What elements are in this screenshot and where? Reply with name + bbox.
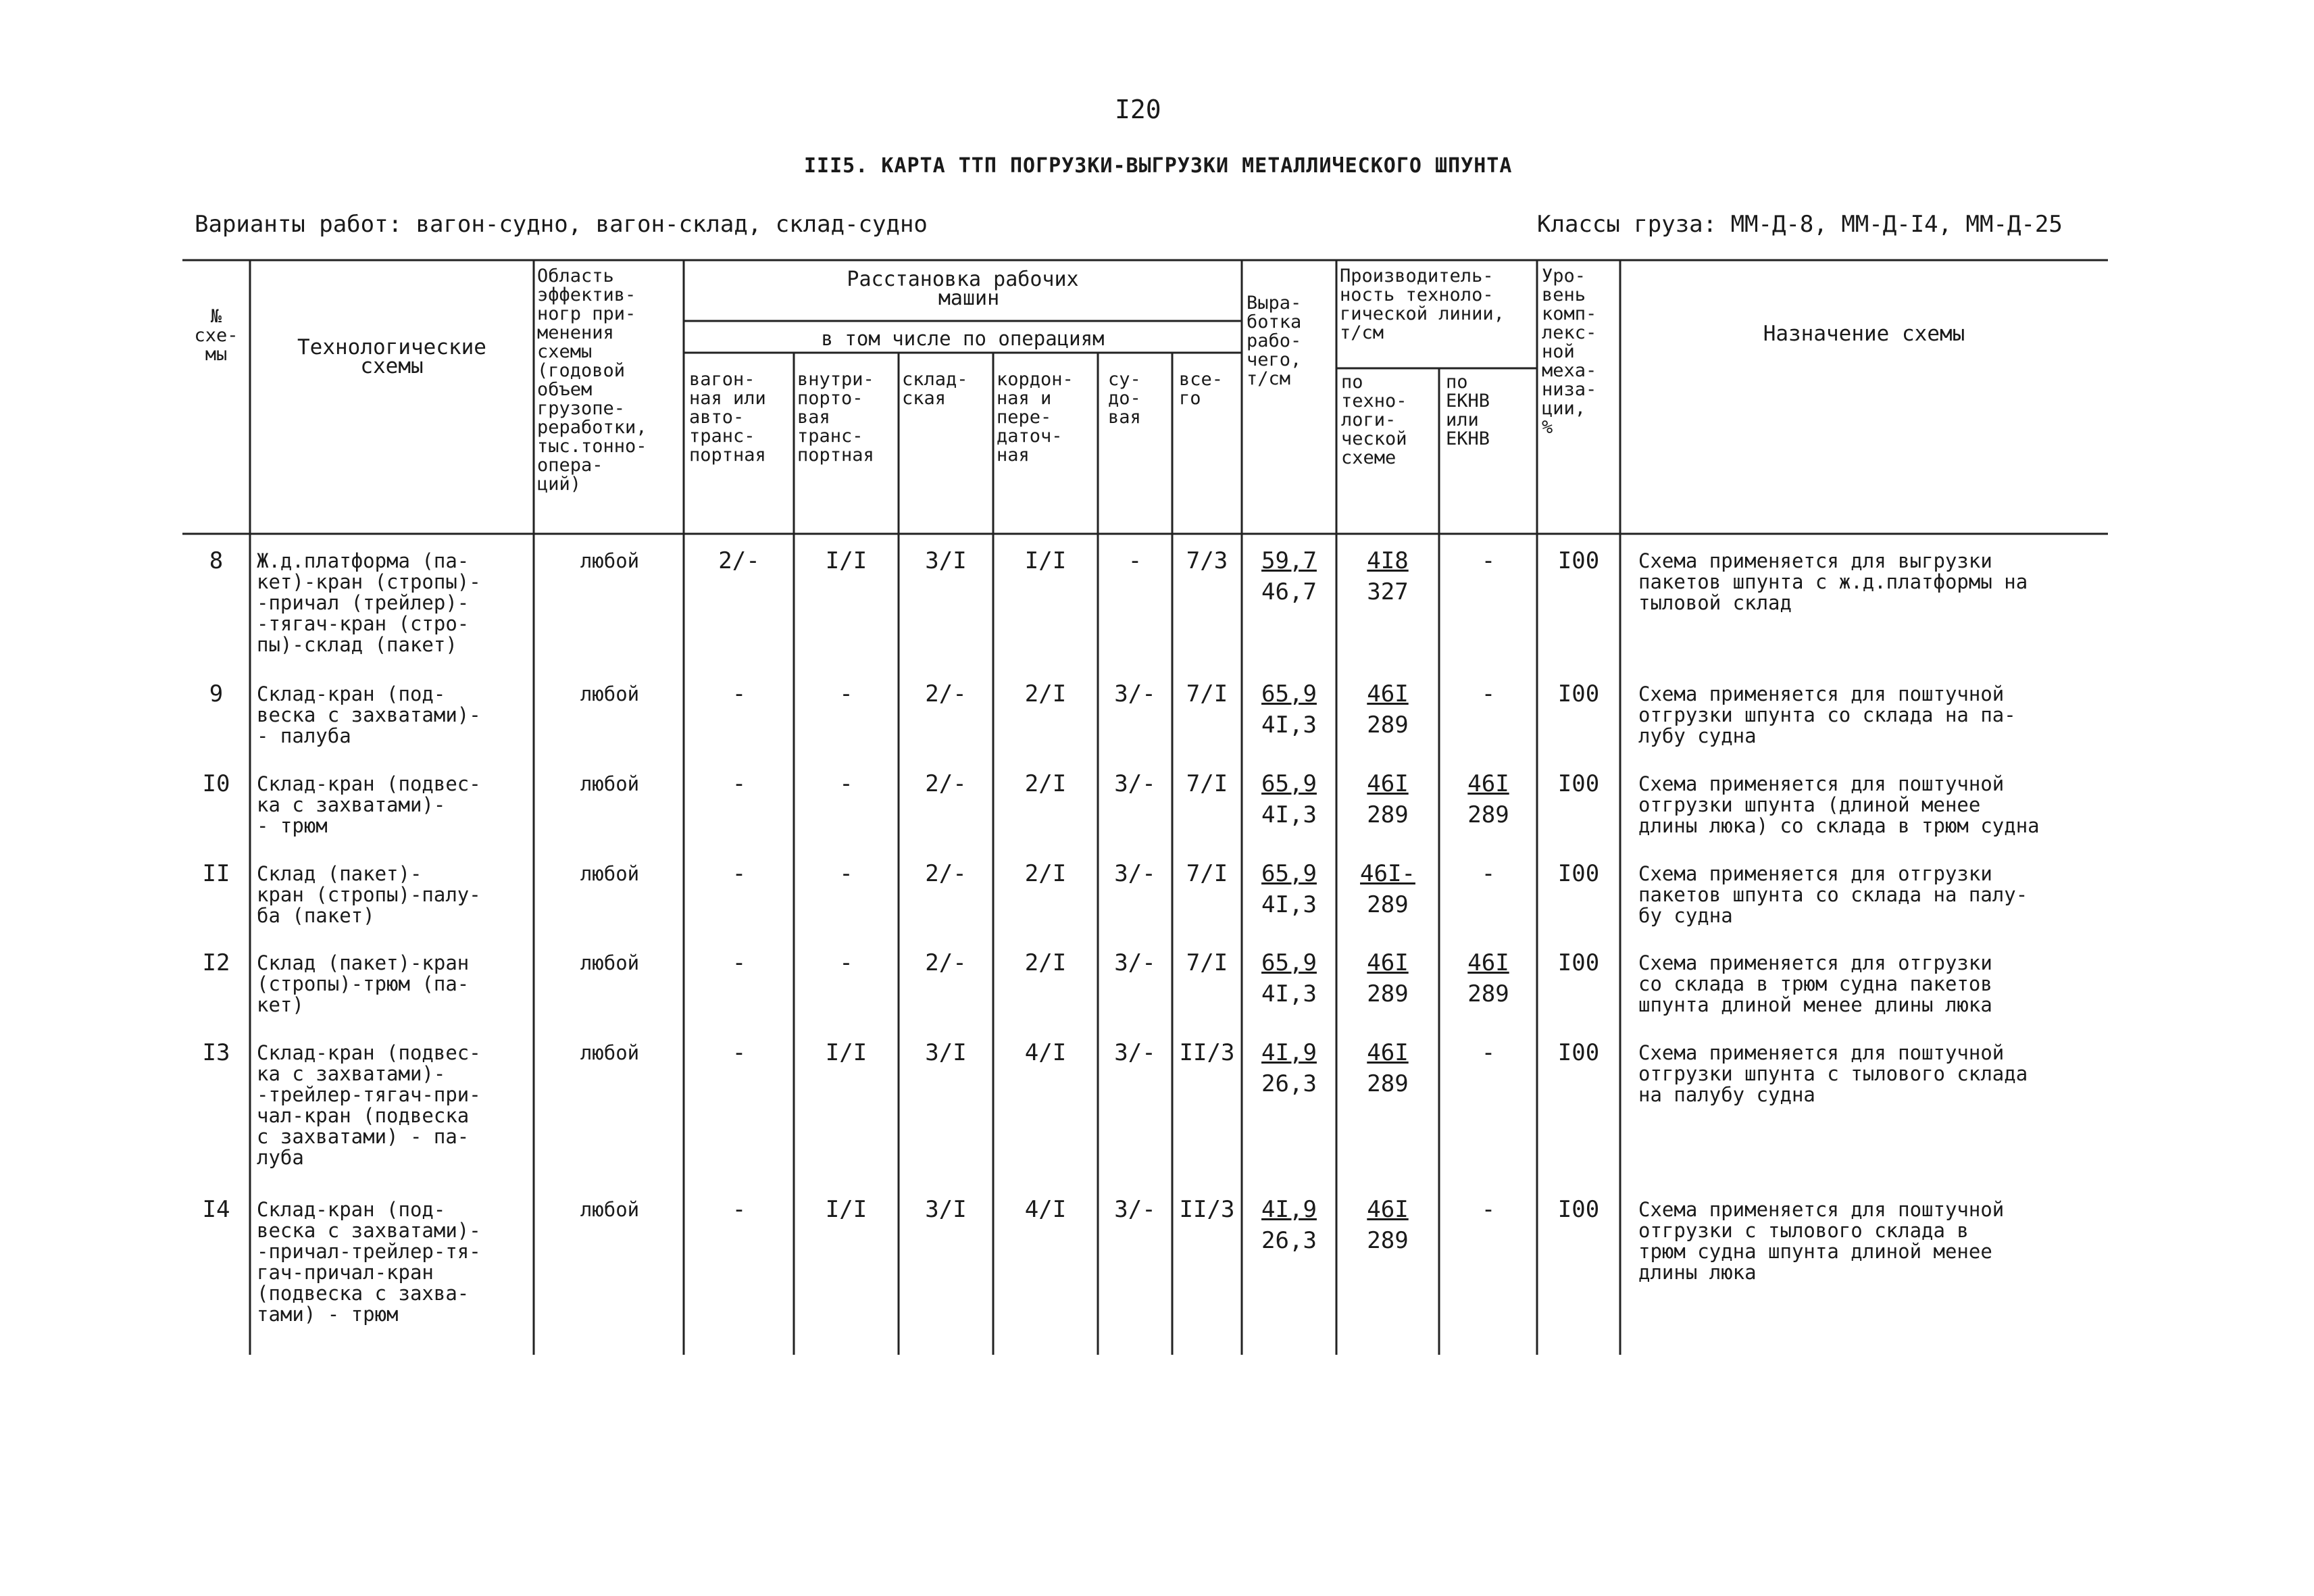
cell-output-bottom: 4I,3	[1261, 801, 1317, 828]
cell-kordon: 4/I	[1024, 1196, 1067, 1223]
header-prod-scheme: по техно- логи- ческой схеме	[1341, 372, 1407, 468]
cell-warehouse: 3/I	[925, 1196, 967, 1223]
page-number: I20	[1115, 95, 1161, 124]
cell-application-area: любой	[580, 1198, 640, 1221]
cell-prod-scheme-top: 46I	[1367, 680, 1409, 707]
cell-tech-scheme: Склад-кран (подвес- ка с захватами)- -трейлер-тягач-при- чал-кран (подвеска с захватами) - па- луба	[257, 1041, 481, 1169]
cell-mechanization: I00	[1557, 680, 1600, 707]
cell-output-bottom: 4I,3	[1261, 712, 1317, 739]
cell-output-bottom: 26,3	[1261, 1070, 1317, 1097]
cell-warehouse: 3/I	[925, 1039, 967, 1066]
header-productivity: Производитель- ность техноло- гической линии, т/см	[1340, 266, 1505, 343]
header-ship: су- до- вая	[1108, 369, 1141, 428]
header-output: Выра- ботка рабо- чего, т/см	[1247, 293, 1302, 389]
cell-total: 7/I	[1186, 949, 1228, 976]
header-intraport: внутри- порто- вая транс- портная	[797, 369, 874, 466]
cell-scheme-number: 8	[209, 547, 224, 574]
cell-purpose: Схема применяется для выгрузки пакетов шпунта с ж.д.платформы на тыловой склад	[1638, 549, 2028, 614]
cell-prod-scheme-top: 46I	[1367, 1039, 1409, 1066]
cell-prod-scheme-top: 46I	[1367, 949, 1409, 976]
header-purpose: Назначение схемы	[1763, 322, 1965, 346]
header-total: все- го	[1179, 369, 1224, 409]
cell-prod-eknv-top: -	[1481, 1039, 1496, 1066]
cell-purpose: Схема применяется для поштучной отгрузки с тылового склада в трюм судна шпунта длиной менее длины люка	[1638, 1198, 2005, 1284]
cell-prod-scheme-bottom: 289	[1367, 1070, 1409, 1097]
header-scheme-number: № схе- мы	[194, 306, 238, 365]
cell-output-top: 4I,9	[1261, 1196, 1317, 1223]
cell-intraport: -	[839, 860, 853, 887]
cell-wagon: -	[732, 1039, 747, 1066]
cell-tech-scheme: Склад-кран (под- веска с захватами)- -причал-трейлер-тя- гач-причал-кран (подвеска с захва- тами) - трюм	[257, 1198, 481, 1326]
cell-output-top: 59,7	[1261, 547, 1317, 574]
cell-wagon: -	[732, 860, 747, 887]
cell-warehouse: 2/-	[925, 680, 967, 707]
cell-output-top: 65,9	[1261, 860, 1317, 887]
cell-output-bottom: 46,7	[1261, 578, 1317, 605]
cell-application-area: любой	[580, 1041, 640, 1064]
cell-intraport: I/I	[825, 1039, 867, 1066]
cell-prod-eknv-top: -	[1481, 860, 1496, 887]
cell-prod-scheme-top: 46I-	[1360, 860, 1415, 887]
cell-kordon: 2/I	[1024, 680, 1067, 707]
cell-scheme-number: I0	[202, 770, 230, 797]
cell-ship: 3/-	[1114, 860, 1156, 887]
cell-prod-scheme-bottom: 327	[1367, 578, 1409, 605]
cell-purpose: Схема применяется для поштучной отгрузки шпунта (длиной менее длины люка) со склада в трюм судна	[1638, 772, 2040, 837]
cell-wagon: -	[732, 770, 747, 797]
cargo-classes: Классы груза: ММ-Д-8, ММ-Д-I4, ММ-Д-25	[1537, 211, 2063, 238]
cell-tech-scheme: Склад-кран (подвес- ка с захватами)- - трюм	[257, 772, 481, 837]
cell-prod-scheme-bottom: 289	[1367, 801, 1409, 828]
cell-scheme-number: I4	[202, 1196, 230, 1223]
header-warehouse: склад- ская	[902, 369, 968, 409]
cell-output-top: 65,9	[1261, 680, 1317, 707]
cell-ship: 3/-	[1114, 680, 1156, 707]
cell-total: 7/I	[1186, 770, 1228, 797]
cell-total: 7/I	[1186, 860, 1228, 887]
cell-prod-scheme-bottom: 289	[1367, 980, 1409, 1007]
cell-application-area: любой	[580, 682, 640, 705]
cell-intraport: -	[839, 770, 853, 797]
cell-ship: 3/-	[1114, 770, 1156, 797]
cell-ship: -	[1128, 547, 1142, 574]
cell-mechanization: I00	[1557, 1196, 1600, 1223]
cell-wagon: -	[732, 949, 747, 976]
cell-mechanization: I00	[1557, 860, 1600, 887]
cell-kordon: 4/I	[1024, 1039, 1067, 1066]
header-kordon: кордон- ная и пере- даточ- ная	[997, 369, 1074, 466]
cell-prod-eknv-top: -	[1481, 1196, 1496, 1223]
cell-wagon: -	[732, 1196, 747, 1223]
cell-kordon: 2/I	[1024, 770, 1067, 797]
cell-prod-eknv-top: 46I	[1467, 770, 1509, 797]
cell-intraport: I/I	[825, 1196, 867, 1223]
header-wagon: вагон- ная или авто- транс- портная	[689, 369, 766, 466]
cell-wagon: -	[732, 680, 747, 707]
cell-tech-scheme: Склад-кран (под- веска с захватами)- - палуба	[257, 682, 481, 747]
cell-scheme-number: I2	[202, 949, 230, 976]
cell-total: II/3	[1179, 1196, 1235, 1223]
header-mechanization: Уро- вень комп- лекс- ной меха- низа- ции, %	[1542, 266, 1597, 438]
cell-prod-eknv-top: 46I	[1467, 949, 1509, 976]
cell-purpose: Схема применяется для отгрузки пакетов шпунта со склада на палу- бу судна	[1638, 862, 2028, 927]
header-tech-schemes: Технологические схемы	[297, 335, 486, 378]
cell-prod-eknv-top: -	[1481, 547, 1496, 574]
cell-output-top: 65,9	[1261, 770, 1317, 797]
cell-total: 7/3	[1186, 547, 1228, 574]
cell-application-area: любой	[580, 951, 640, 974]
cell-mechanization: I00	[1557, 547, 1600, 574]
cell-warehouse: 3/I	[925, 547, 967, 574]
cell-output-bottom: 26,3	[1261, 1227, 1317, 1254]
cell-prod-eknv-top: -	[1481, 680, 1496, 707]
cell-prod-scheme-top: 4I8	[1367, 547, 1409, 574]
cell-total: 7/I	[1186, 680, 1228, 707]
cell-prod-eknv-bottom: 289	[1467, 980, 1509, 1007]
cell-prod-scheme-top: 46I	[1367, 1196, 1409, 1223]
cell-scheme-number: I3	[202, 1039, 230, 1066]
header-application-area: Область эффектив- ногр при- менения схемы (годовой объем грузопе- реработки, тыс.тонно- опера- ций)	[537, 266, 647, 495]
cell-tech-scheme: Склад (пакет)-кран (стропы)-трюм (па- кет)	[257, 951, 470, 1016]
cell-scheme-number: II	[202, 860, 230, 887]
cell-ship: 3/-	[1114, 1196, 1156, 1223]
cell-kordon: 2/I	[1024, 949, 1067, 976]
cell-purpose: Схема применяется для отгрузки со склада в трюм судна пакетов шпунта длиной менее длины люка	[1638, 951, 1992, 1016]
cell-application-area: любой	[580, 772, 640, 795]
cell-warehouse: 2/-	[925, 860, 967, 887]
cell-output-top: 4I,9	[1261, 1039, 1317, 1066]
cell-tech-scheme: Ж.д.платформа (па- кет)-кран (стропы)- -причал (трейлер)- -тягач-кран (стро- пы)-склад (пакет)	[257, 549, 481, 656]
cell-prod-scheme-top: 46I	[1367, 770, 1409, 797]
cell-output-bottom: 4I,3	[1261, 891, 1317, 918]
cell-ship: 3/-	[1114, 1039, 1156, 1066]
cell-application-area: любой	[580, 549, 640, 572]
cell-total: II/3	[1179, 1039, 1235, 1066]
page-title: III5. КАРТА ТТП ПОГРУЗКИ-ВЫГРУЗКИ МЕТАЛЛИЧЕСКОГО ШПУНТА	[804, 154, 1513, 178]
cell-intraport: -	[839, 949, 853, 976]
cell-tech-scheme: Склад (пакет)- кран (стропы)-палу- ба (пакет)	[257, 862, 481, 927]
cell-scheme-number: 9	[209, 680, 224, 707]
cell-mechanization: I00	[1557, 770, 1600, 797]
cell-prod-scheme-bottom: 289	[1367, 891, 1409, 918]
cell-output-bottom: 4I,3	[1261, 980, 1317, 1007]
cell-warehouse: 2/-	[925, 770, 967, 797]
cell-intraport: -	[839, 680, 853, 707]
header-by-operations: в том числе по операциям	[821, 327, 1105, 350]
cell-wagon: 2/-	[718, 547, 760, 574]
cell-prod-eknv-bottom: 289	[1467, 801, 1509, 828]
cell-kordon: 2/I	[1024, 860, 1067, 887]
work-variants: Варианты работ: вагон-судно, вагон-склад, склад-судно	[195, 211, 928, 238]
cell-purpose: Схема применяется для поштучной отгрузки шпунта с тылового склада на палубу судна	[1638, 1041, 2028, 1106]
cell-prod-scheme-bottom: 289	[1367, 712, 1409, 739]
cell-prod-scheme-bottom: 289	[1367, 1227, 1409, 1254]
cell-application-area: любой	[580, 862, 640, 885]
cell-mechanization: I00	[1557, 949, 1600, 976]
cell-kordon: I/I	[1024, 547, 1067, 574]
cell-purpose: Схема применяется для поштучной отгрузки шпунта со склада на па- лубу судна	[1638, 682, 2016, 747]
cell-output-top: 65,9	[1261, 949, 1317, 976]
cell-mechanization: I00	[1557, 1039, 1600, 1066]
cell-ship: 3/-	[1114, 949, 1156, 976]
header-machine-placement: Расстановка рабочих машин	[847, 268, 1079, 310]
header-prod-eknv: по ЕКНВ или ЕКНВ	[1446, 372, 1490, 449]
cell-intraport: I/I	[825, 547, 867, 574]
cell-warehouse: 2/-	[925, 949, 967, 976]
